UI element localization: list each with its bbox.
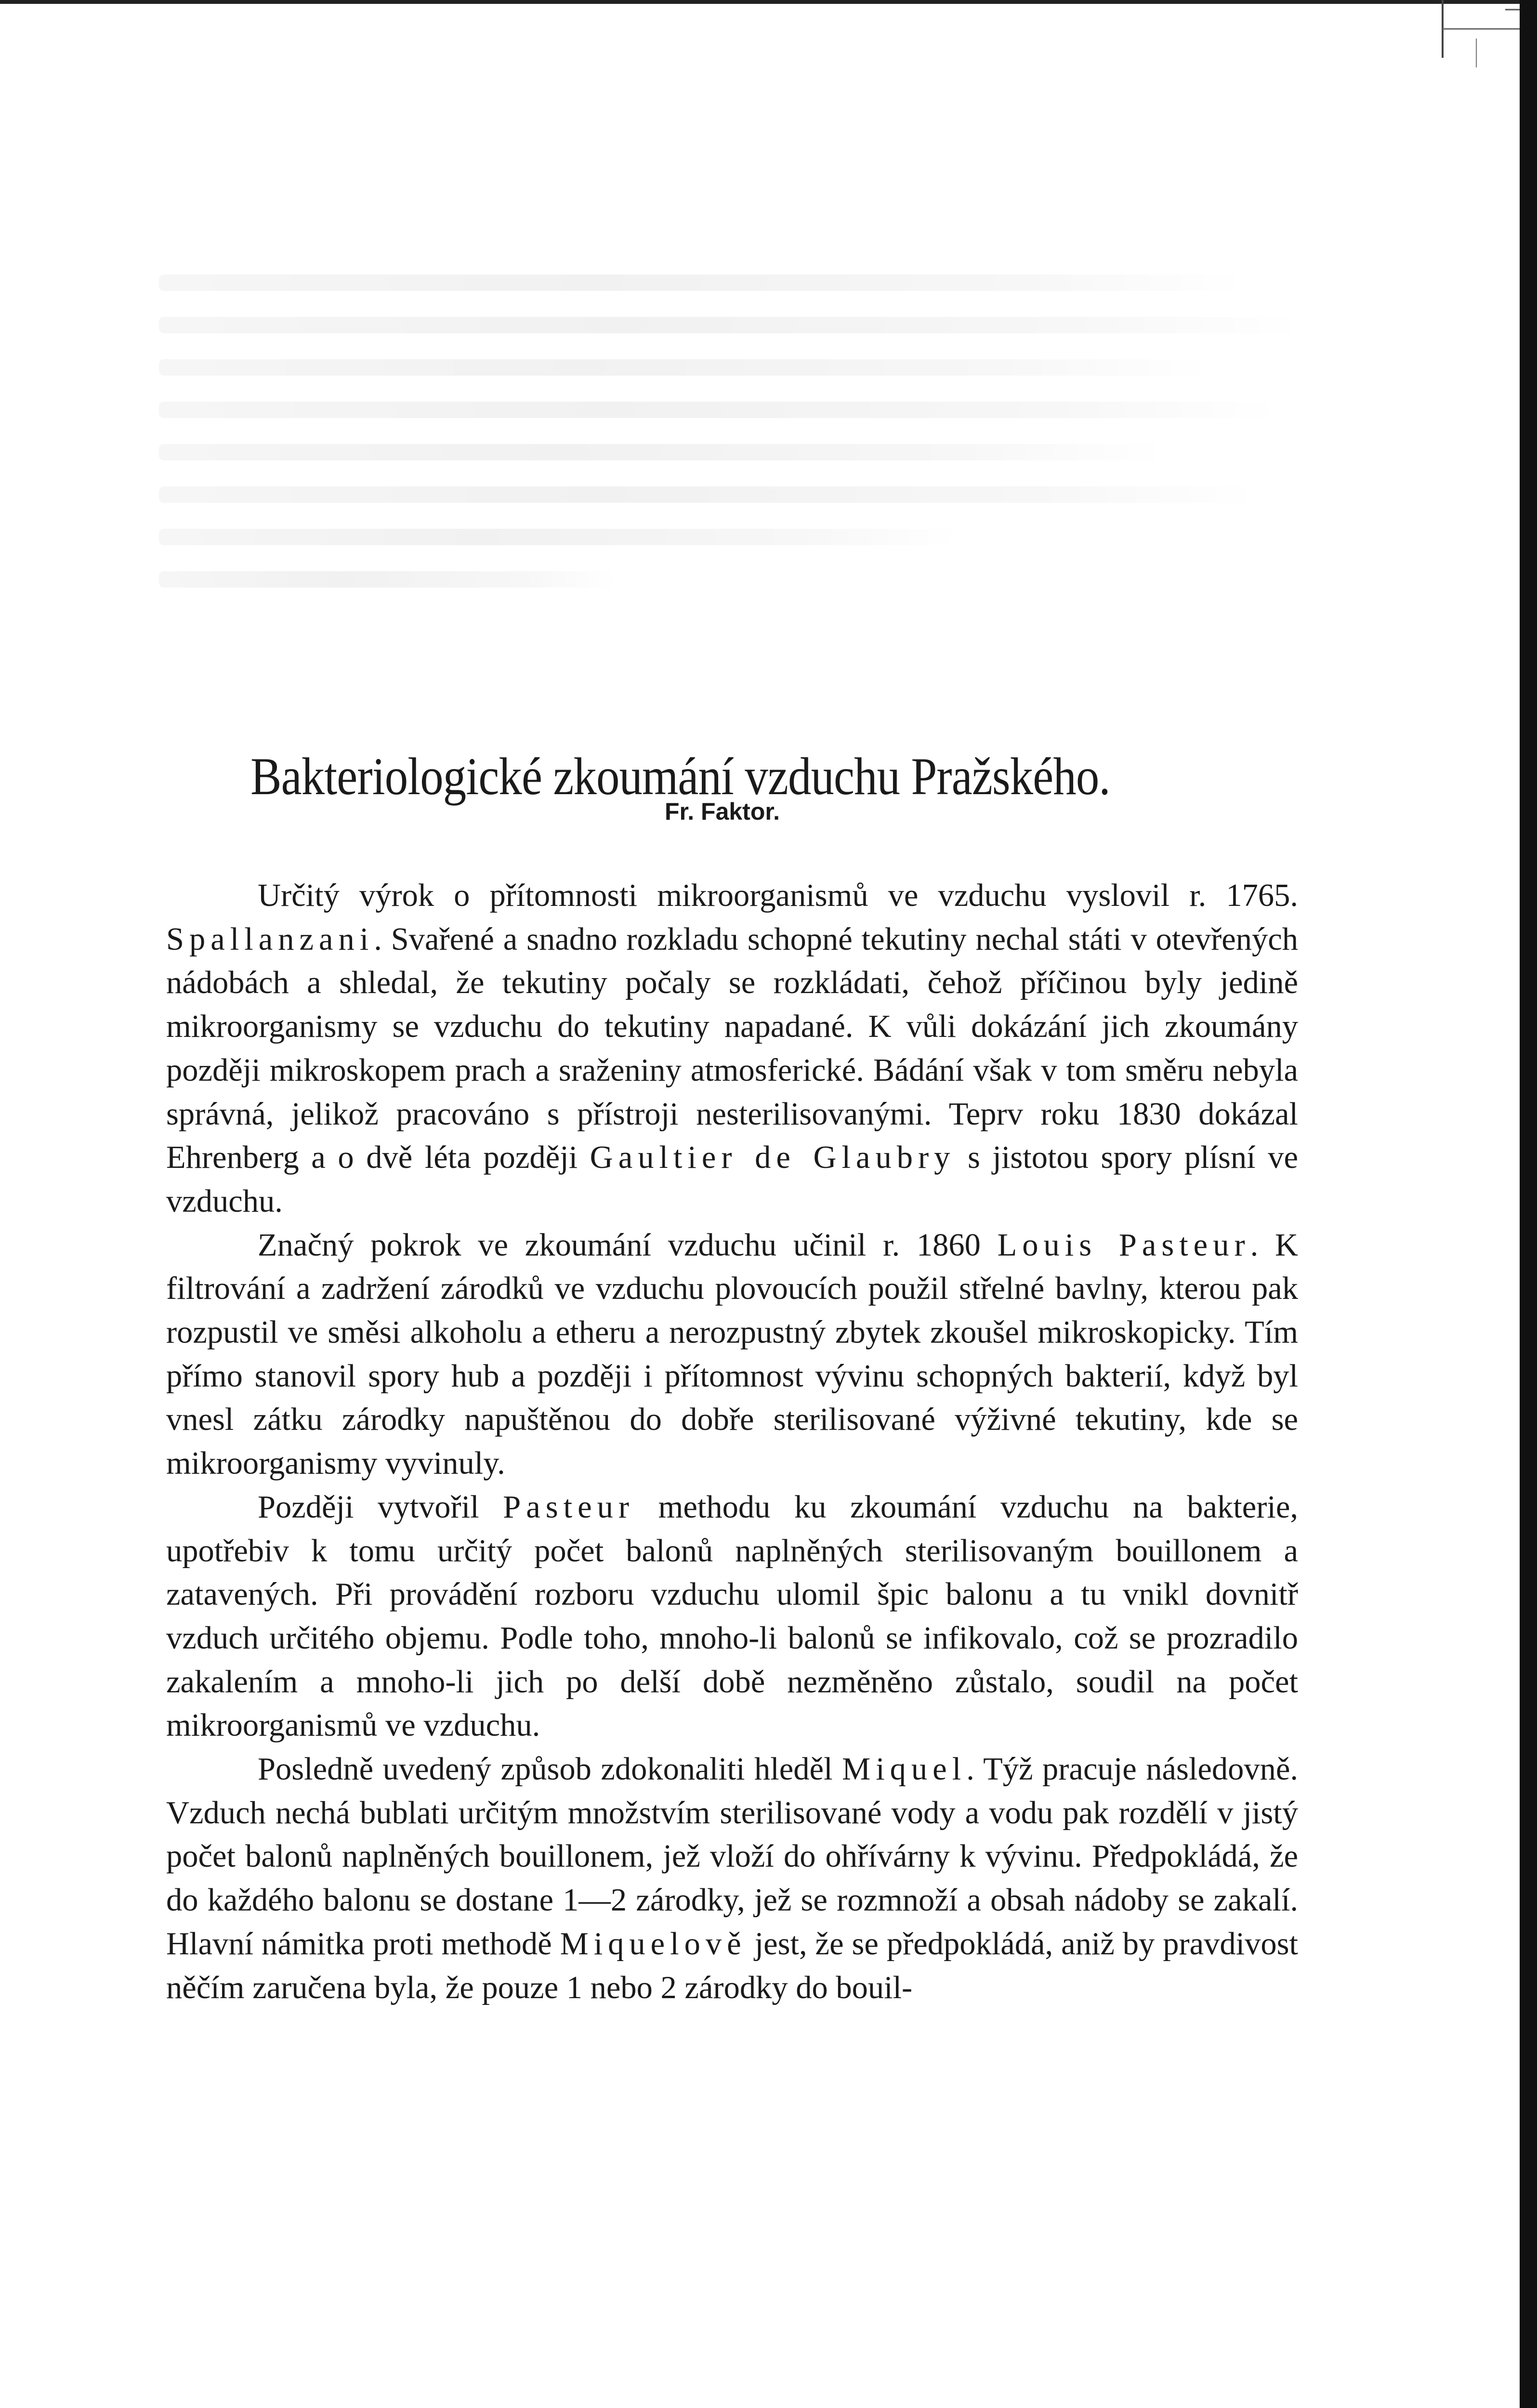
text-run: Posledně uvedený způsob zdokonaliti hleděl <box>258 1752 842 1787</box>
text-run: s jistotou spory plísní ve vzduchu. <box>166 1140 1298 1219</box>
spaced-name-spallanzani: Spallanzani <box>166 921 374 957</box>
text-run: . K filtrování a zadržení zárodků ve vzduchu plovoucích použil střelné bavlny, kterou pak rozpustil ve směsi alkoholu a etheru a nerozpustný zbytek zkoušel mikroskopicky. Tím přímo stanovil spory hub a později i přítomnost vývinu schopných bakterií, když byl vnesl zátku zárodky napuštěnou do dobře sterilisované výživné tekutiny, kde se mikroorganismy vyvinuly. <box>166 1227 1299 1481</box>
text-run: Značný pokrok ve zkoumání vzduchu učinil r. 1860 <box>258 1227 998 1263</box>
bleed-through-shadow <box>159 275 1305 660</box>
text-run: . Svařené a snadno rozkladu schopné tekutiny nechal státi v otevřených nádobách a shledal, že tekutiny počaly se rozkládati, čehož příčinou byly jedině mikroorganismy se vzduchu do tekutiny napadané. K vůli dokázání jich zkoumány později mikroskopem prach a sraženiny atmosferické. Bádání však v tom směru nebyla správná, jelikož pracováno s přístroji nesterilisovanými. Teprv roku 1830 dokázal Ehrenberg a o dvě léta později <box>166 921 1298 1176</box>
spaced-name-pasteur: Pasteur <box>503 1489 635 1525</box>
text-run: Později vytvořil <box>258 1489 503 1525</box>
scan-border-top <box>0 0 1537 4</box>
article-author: Fr. Faktor. <box>665 798 780 825</box>
text-run: methodu ku zkoumání vzduchu na bakterie, upotřebiv k tomu určitý počet balonů naplněných sterilisovaným bouillonem a zatavených. Při provádění rozboru vzduchu ulomil špic balonu a tu vnikl dovnitř vzduch určitého objemu. Podle toho, mnoho-li balonů se infikovalo, což se prozradilo zakalením a mnoho-li jich po delší době nezměněno zůstalo, soudil na počet mikroorganismů ve vzduchu. <box>166 1489 1298 1743</box>
spaced-name-miquel: Miquel <box>842 1752 967 1787</box>
article-title: Bakteriologické zkoumání vzduchu Pražského. <box>250 746 1110 806</box>
scan-corner-marks <box>1346 0 1520 72</box>
paragraph <box>166 874 1298 1224</box>
scan-border-right <box>1520 0 1537 2408</box>
paragraph <box>166 1486 1298 1748</box>
spaced-name-gaultier: Gaultier de Glaubry <box>590 1140 956 1176</box>
paragraph <box>166 1224 1298 1486</box>
text-run: . Týž pracuje následovně. Vzduch nechá bublati určitým množstvím sterilisované vody a vodu pak rozdělí v jistý počet balonů naplněných bouillonem, jež vloží do ohřívárny k vývinu. Předpokládá, že do každého balonu se dostane 1—2 zárodky, jež se rozmnoží a obsah nádoby se zakalí. Hlavní námitka proti methodě <box>166 1752 1299 1962</box>
text-run: Určitý výrok o přítomnosti mikroorganismů ve vzduchu vyslovil r. 1765. <box>258 878 1298 913</box>
spaced-name-miquelove: Miquelově <box>560 1926 747 1962</box>
article-body <box>166 874 1298 2010</box>
paragraph <box>166 1748 1298 2010</box>
text-run: jest, že se předpokládá, aniž by pravdivost něčím zaručena byla, že pouze 1 nebo 2 zárodky do bouil- <box>166 1926 1298 2005</box>
spaced-name-pasteur: Louis Pasteur <box>997 1227 1250 1263</box>
